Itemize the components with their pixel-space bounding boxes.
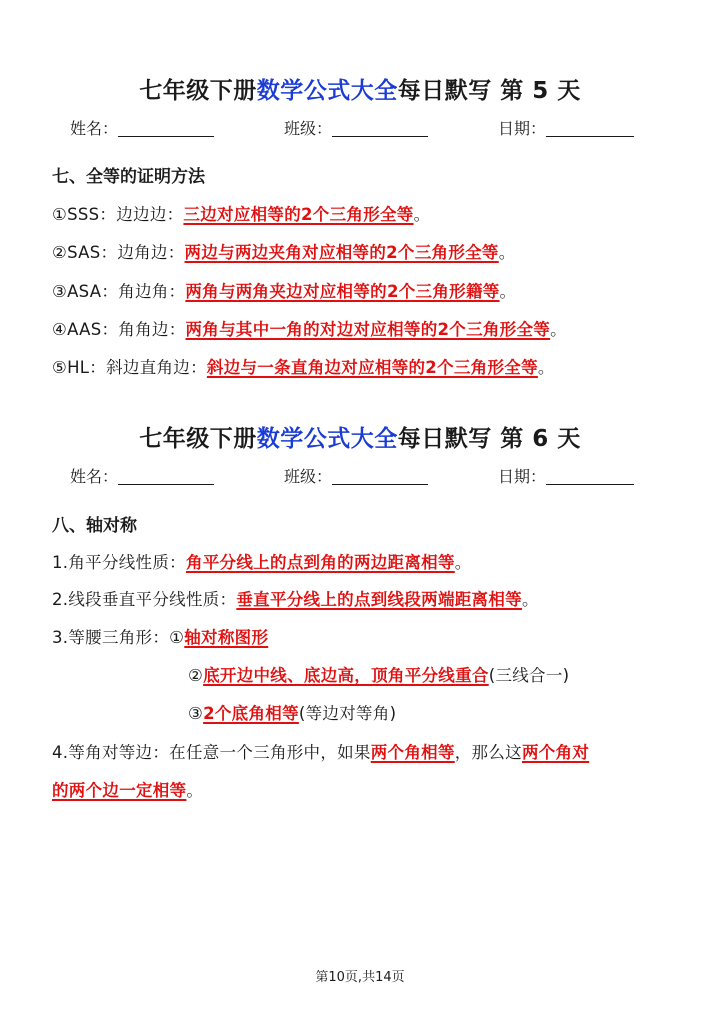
item-answer: 垂直平分线上的点到线段两端距离相等 (236, 590, 522, 609)
day5-title-post: 每日默写 第 5 天 (397, 78, 581, 104)
day5-item-3 (52, 278, 516, 302)
day6-title-post: 每日默写 第 6 天 (397, 426, 581, 452)
day5-date-label: 日期： (498, 119, 547, 138)
item-suffix: 。 (454, 553, 472, 572)
item-prefix: ⑤HL：斜边直角边： (52, 358, 207, 377)
day5-class-blank[interactable] (332, 120, 428, 137)
item-note: (三线合一) (488, 666, 570, 685)
sub-marker: ③ (188, 704, 204, 723)
sub-marker: ② (188, 666, 204, 685)
day5-section-heading: 七、全等的证明方法 (52, 167, 205, 187)
item-prefix: 2.线段垂直平分线性质： (52, 590, 237, 609)
item-answer: 两个角对 (521, 743, 590, 762)
day6-item-4-cont (52, 777, 203, 801)
item-suffix: 。 (499, 282, 517, 301)
item-prefix: 3.等腰三角形： (52, 628, 170, 647)
item-suffix: 。 (186, 781, 204, 800)
item-prefix: ④AAS：角角边： (52, 320, 186, 339)
item-suffix: 。 (413, 205, 431, 224)
day5-item-2 (52, 239, 516, 263)
day5-name-field[interactable] (70, 116, 214, 139)
item-answer: 两角与两角夹边对应相等的2个三角形籍等 (185, 282, 500, 301)
day6-item-1 (52, 549, 472, 573)
day6-title-blue: 数学公式大全 (256, 426, 398, 452)
item-answer: 斜边与一条直角边对应相等的2个三角形全等 (206, 358, 538, 377)
item-prefix: ③ASA：角边角： (52, 282, 186, 301)
day6-item-4 (52, 739, 589, 763)
item-answer: 两个角相等 (370, 743, 455, 762)
day5-class-label: 班级： (284, 119, 333, 138)
item-mid: ，那么这 (454, 743, 522, 762)
day6-class-label: 班级： (284, 467, 333, 486)
day6-class-field[interactable] (284, 464, 428, 487)
day5-title (0, 72, 720, 105)
day5-title-pre: 七年级下册 (139, 78, 257, 104)
day6-item-3-sub2 (188, 662, 569, 686)
item-suffix: 。 (498, 243, 516, 262)
item-prefix: ②SAS：边角边： (52, 243, 185, 262)
item-answer: 2个底角相等 (203, 704, 299, 723)
day6-class-blank[interactable] (332, 468, 428, 485)
item-prefix: 4.等角对等边：在任意一个三角形中，如果 (52, 743, 371, 762)
day6-section-heading: 八、轴对称 (52, 516, 137, 536)
day5-name-blank[interactable] (118, 120, 214, 137)
item-answer: 两边与两边夹角对应相等的2个三角形全等 (184, 243, 499, 262)
day6-date-label: 日期： (498, 467, 547, 486)
item-prefix: 1.角平分线性质： (52, 553, 186, 572)
item-suffix: 。 (521, 590, 539, 609)
item-suffix: 。 (537, 358, 555, 377)
day6-item-3 (52, 624, 268, 648)
item-prefix: ①SSS：边边边： (52, 205, 184, 224)
day5-item-5 (52, 354, 555, 378)
item-answer: 三边对应相等的2个三角形全等 (183, 205, 414, 224)
day5-date-blank[interactable] (546, 120, 634, 137)
day6-name-field[interactable] (70, 464, 214, 487)
item-answer: 角平分线上的点到角的两边距离相等 (185, 553, 455, 572)
item-answer: 底开边中线、底边高，顶角平分线重合 (203, 666, 489, 685)
day6-item-3-sub3 (188, 700, 396, 724)
day6-name-blank[interactable] (118, 468, 214, 485)
day5-title-blue: 数学公式大全 (256, 78, 398, 104)
day5-class-field[interactable] (284, 116, 428, 139)
day6-date-blank[interactable] (546, 468, 634, 485)
sub-marker: ① (169, 628, 185, 647)
item-note: (等边对等角) (298, 704, 397, 723)
day5-item-4 (52, 316, 567, 340)
day6-title (0, 420, 720, 453)
day5-name-label: 姓名： (70, 119, 119, 138)
page-number: 第10页,共14页 (315, 970, 405, 985)
day6-name-label: 姓名： (70, 467, 119, 486)
day5-date-field[interactable] (498, 116, 634, 139)
item-answer: 的两个边一定相等 (52, 781, 187, 800)
day6-date-field[interactable] (498, 464, 634, 487)
item-answer: 轴对称图形 (184, 628, 269, 647)
day6-title-pre: 七年级下册 (139, 426, 257, 452)
day5-item-1 (52, 201, 430, 225)
item-answer: 两角与其中一角的对边对应相等的2个三角形全等 (185, 320, 551, 339)
day6-item-2 (52, 586, 539, 610)
item-suffix: 。 (550, 320, 567, 339)
